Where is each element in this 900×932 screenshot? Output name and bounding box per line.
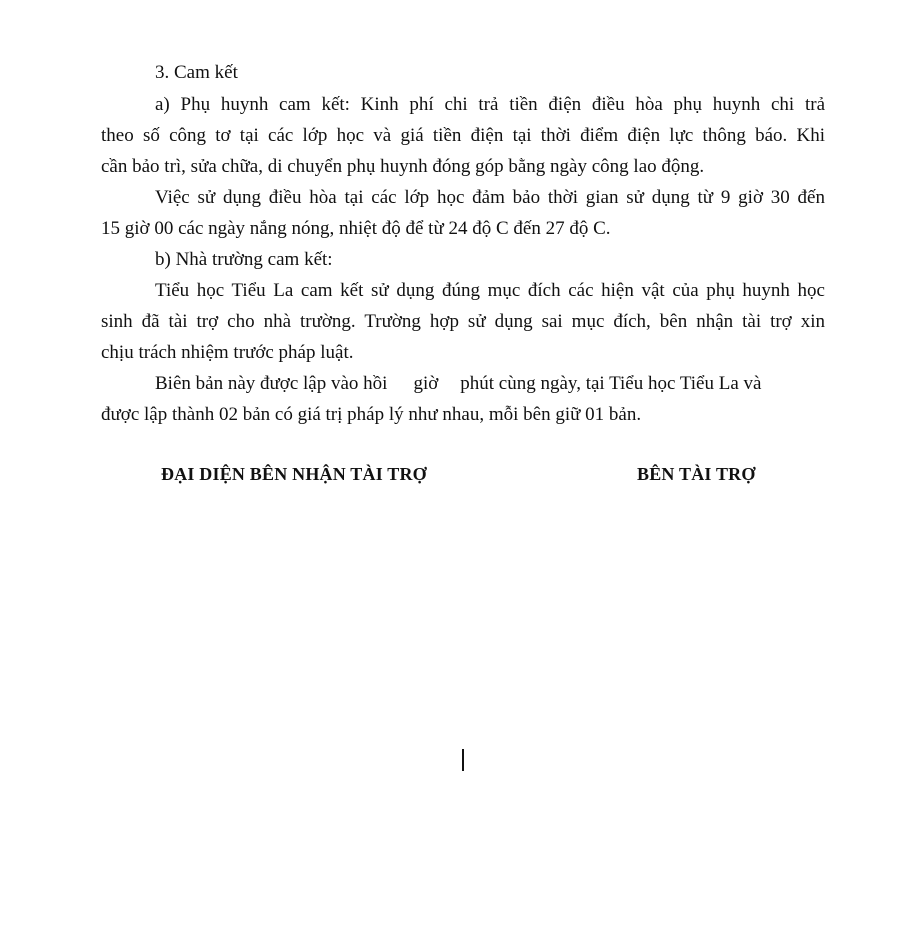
closing-line-1 — [155, 372, 761, 396]
section-heading: 3. Cam kết — [155, 62, 238, 83]
signature-left-heading: ĐẠI DIỆN BÊN NHẬN TÀI TRỢ — [161, 464, 427, 484]
usage-paragraph-line-2: 15 giờ 00 các ngày nắng nóng, nhiệt độ để từ 24 độ C đến 27 độ C. — [101, 218, 611, 239]
closing-line-2: được lập thành 02 bản có giá trị pháp lý như nhau, mỗi bên giữ 01 bản. — [101, 404, 642, 425]
signature-right-heading: BÊN TÀI TRỢ — [637, 464, 756, 484]
paragraph-b-line-2: sinh đã tài trợ cho nhà trường. Trường hợp sử dụng sai mục đích, bên nhận tài trợ xin — [101, 311, 825, 332]
paragraph-b-line-3: chịu trách nhiệm trước pháp luật. — [101, 342, 354, 363]
closing-part-3: phút cùng ngày, tại Tiểu học Tiểu La và — [460, 373, 762, 394]
closing-part-1: Biên bản này được lập vào hồi — [155, 373, 388, 394]
usage-paragraph-line-1: Việc sử dụng điều hòa tại các lớp học đảm bảo thời gian sử dụng từ 9 giờ 30 đến — [155, 187, 825, 208]
paragraph-b-heading: b) Nhà trường cam kết: — [155, 249, 333, 270]
paragraph-a-line-1: a) Phụ huynh cam kết: Kinh phí chi trả tiền điện điều hòa phụ huynh chi trả — [155, 94, 825, 115]
closing-part-2: giờ — [413, 373, 439, 394]
text-cursor — [462, 749, 464, 771]
paragraph-a-line-3: cần bảo trì, sửa chữa, di chuyển phụ huynh đóng góp bằng ngày công lao động. — [101, 156, 705, 177]
paragraph-b-line-1: Tiểu học Tiểu La cam kết sử dụng đúng mục đích các hiện vật của phụ huynh học — [155, 280, 825, 301]
paragraph-a-line-2: theo số công tơ tại các lớp học và giá tiền điện tại thời điểm điện lực thông báo. Khi — [101, 125, 825, 146]
